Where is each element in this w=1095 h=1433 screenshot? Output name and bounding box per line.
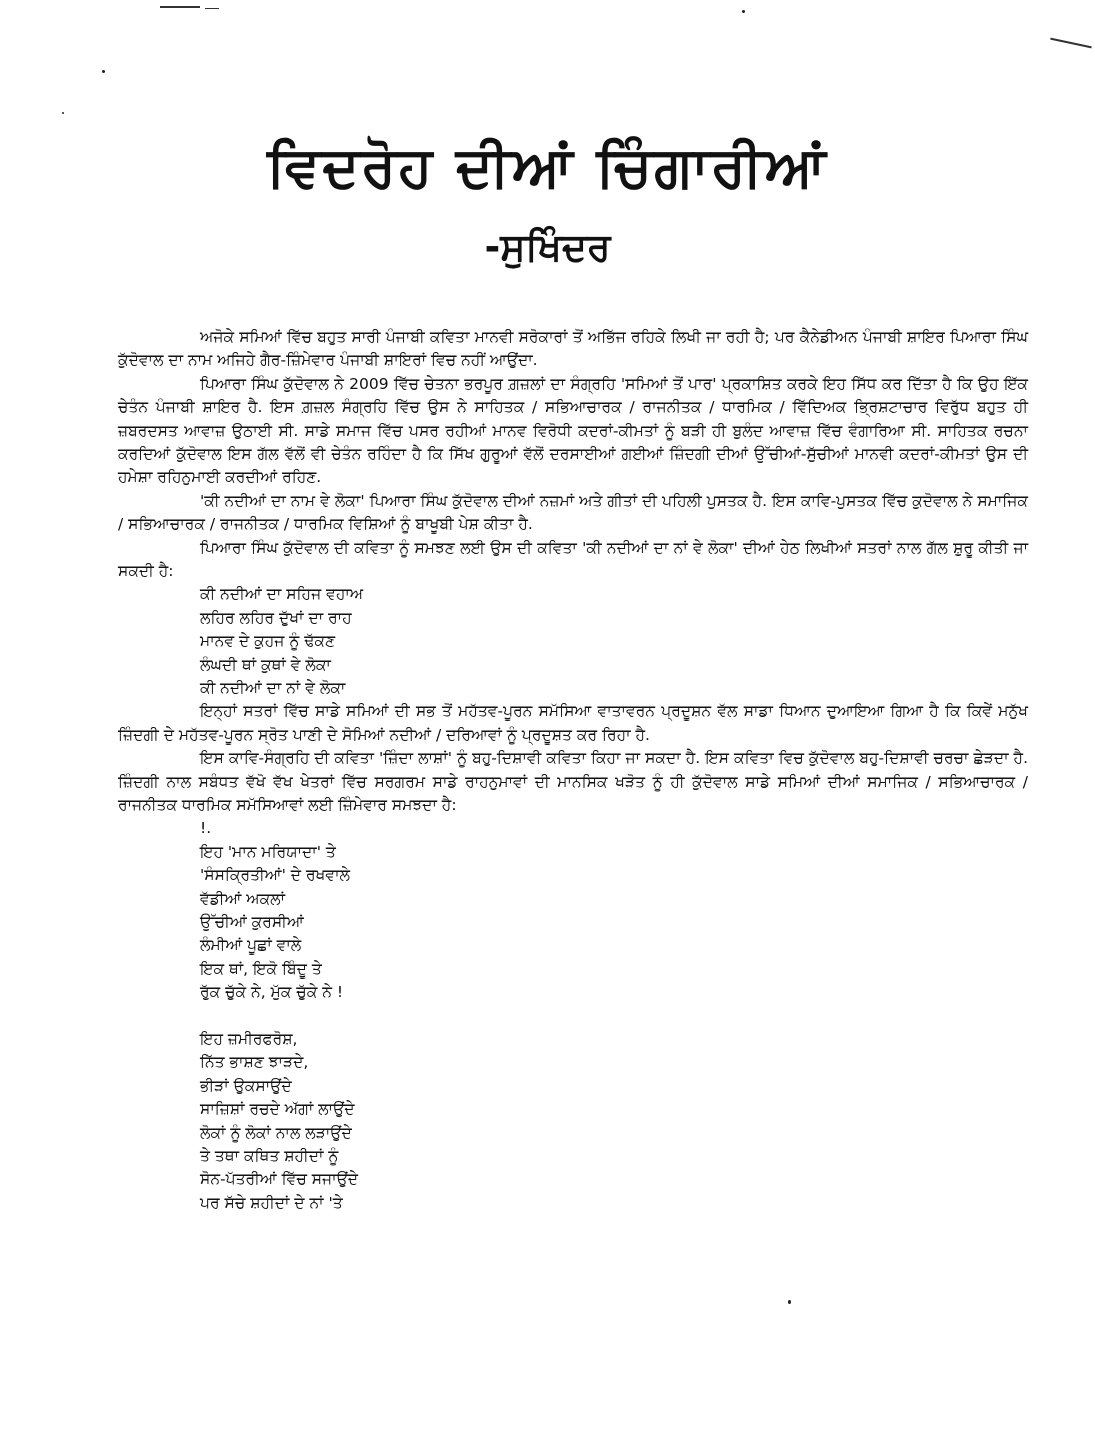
verse-line: ਰੁੱਕ ਚੁੱਕੇ ਨੇ, ਮੁੱਕ ਚੁੱਕੇ ਨੇ ! bbox=[200, 983, 344, 1002]
verse-block bbox=[118, 817, 1028, 1215]
verse-marker: !. bbox=[200, 819, 212, 838]
scan-mark bbox=[1050, 38, 1091, 49]
scan-mark bbox=[160, 6, 200, 8]
verse-line: ਲੰਘਦੀ ਥਾਂ ਕੁਥਾਂ ਵੇ ਲੋਕਾ bbox=[200, 655, 331, 674]
verse-line: 'ਸੰਸਕ੍ਰਿਤੀਆਂ' ਦੇ ਰਖਵਾਲੇ bbox=[200, 866, 351, 885]
scan-speck bbox=[62, 112, 64, 114]
verse-line: ਤੇ ਤਥਾ ਕਥਿਤ ਸ਼ਹੀਦਾਂ ਨੂੰ bbox=[200, 1146, 339, 1165]
verse-line: ਉੱਚੀਆਂ ਕੁਰਸੀਆਂ bbox=[200, 913, 304, 932]
page-title: ਵਿਦਰੋਹ ਦੀਆਂ ਚਿੰਗਾਰੀਆਂ bbox=[267, 135, 828, 200]
verse-line: ਸੋਨ-ਪੱਤਰੀਆਂ ਵਿੱਚ ਸਜਾਉਂਦੇ bbox=[200, 1170, 359, 1189]
verse-line: ਲੋਕਾਂ ਨੂੰ ਲੋਕਾਂ ਨਾਲ ਲੜਾਉਂਦੇ bbox=[200, 1123, 352, 1142]
paragraph: ਪਿਆਰਾ ਸਿੰਘ ਕੁੱਦੋਵਾਲ ਨੇ 2009 ਵਿੱਚ ਚੇਤਨਾ ਭਰਪੂਰ ਗ਼ਜ਼ਲਾਂ ਦਾ ਸੰਗ੍ਰਹਿ 'ਸਮਿਆਂ ਤੋਂ ਪਾਰ' ਪ੍ਰਕਾਸ਼ਿਤ ਕਰਕੇ ਇਹ ਸਿੱਧ ਕਰ ਦਿੱਤਾ ਹੈ ਕਿ ਉਹ ਇੱਕ ਚੇਤੰਨ ਪੰਜਾਬੀ ਸ਼ਾਇਰ ਹੈ. ਇਸ ਗ਼ਜ਼ਲ ਸੰਗ੍ਰਹਿ ਵਿੱਚ ਉਸ ਨੇ ਸਾਹਿਤਕ / ਸਭਿਆਚਾਰਕ / ਰਾਜਨੀਤਕ / ਧਾਰਮਿਕ / ਵਿੱਦਿਅਕ ਭ੍ਰਿਸ਼ਟਾਚਾਰ ਵਿਰੁੱਧ ਬਹੁਤ ਹੀ ਜ਼ਬਰਦਸਤ ਆਵਾਜ਼ ਉਠਾਈ ਸੀ. ਸਾਡੇ ਸਮਾਜ ਵਿੱਚ ਪਸਰ ਰਹੀਆਂ ਮਾਨਵ ਵਿਰੋਧੀ ਕਦਰਾਂ-ਕੀਮਤਾਂ ਨੂੰ ਬੜੀ ਹੀ ਬੁਲੰਦ ਆਵਾਜ਼ ਵਿੱਚ ਵੰਗਾਰਿਆ ਸੀ. ਸਾਹਿਤਕ ਰਚਨਾ ਕਰਦਿਆਂ ਕੁੱਦੋਵਾਲ ਇਸ ਗੱਲ ਵੱਲੋਂ ਵੀ ਚੇਤੰਨ ਰਹਿੰਦਾ ਹੈ ਕਿ ਸਿੱਖ ਗੁਰੂਆਂ ਵੱਲੋਂ ਦਰਸਾਈਆਂ ਗਈਆਂ ਜ਼ਿੰਦਗੀ ਦੀਆਂ ਉੱਚੀਆਂ-ਸੁੱਚੀਆਂ ਮਾਨਵੀ ਕਦਰਾਂ-ਕੀਮਤਾਂ ਉਸ ਦੀ ਹਮੇਸ਼ਾ ਰਹਿਨੁਮਾਈ ਕਰਦੀਆਂ ਰਹਿਣ. bbox=[118, 374, 1028, 487]
verse-line: ਨਿੱਤ ਭਾਸ਼ਣ ਝਾੜਦੇ, bbox=[200, 1053, 309, 1072]
author-name: -ਸੁਖਿੰਦਰ bbox=[484, 225, 611, 269]
verse-line: ਇਕ ਥਾਂ, ਇਕੋ ਬਿੰਦੂ ਤੇ bbox=[200, 959, 322, 978]
verse-line: ਸਾਜ਼ਿਸ਼ਾਂ ਰਚਦੇ ਅੱਗਾਂ ਲਾਉਂਦੇ bbox=[200, 1100, 355, 1119]
verse-line: ਵੱਡੀਆਂ ਅਕਲਾਂ bbox=[200, 889, 286, 908]
paragraph: ਇਸ ਕਾਵਿ-ਸੰਗ੍ਰਹਿ ਦੀ ਕਵਿਤਾ 'ਜ਼ਿੰਦਾ ਲਾਸ਼ਾਂ' ਨੂੰ ਬਹੁ-ਦਿਸ਼ਾਵੀ ਕਵਿਤਾ ਕਿਹਾ ਜਾ ਸਕਦਾ ਹੈ. ਇਸ ਕਵਿਤਾ ਵਿਚ ਕੁੱਦੋਵਾਲ ਬਹੁ-ਦਿਸ਼ਾਵੀ ਚਰਚਾ ਛੇੜਦਾ ਹੈ. ਜ਼ਿੰਦਗੀ ਨਾਲ ਸਬੰਧਤ ਵੱਖੋ ਵੱਖ ਖੇਤਰਾਂ ਵਿੱਚ ਸਰਗਰਮ ਸਾਡੇ ਰਾਹਨੁਮਾਵਾਂ ਦੀ ਮਾਨਸਿਕ ਖੜੋਤ ਨੂੰ ਹੀ ਕੁੱਦੋਵਾਲ ਸਾਡੇ ਸਮਿਆਂ ਦੀਆਂ ਸਮਾਜਿਕ / ਸਭਿਆਚਾਰਕ / ਰਾਜਨੀਤਕ ਧਾਰਮਿਕ ਸਮੱਸਿਆਵਾਂ ਲਈ ਜ਼ਿੰਮੇਵਾਰ ਸਮਝਦਾ ਹੈ: bbox=[118, 749, 1028, 815]
verse-line: ਇਹ 'ਮਾਨ ਮਰਿਯਾਦਾ' ਤੇ bbox=[200, 842, 336, 861]
scan-speck bbox=[788, 1300, 791, 1304]
paragraph: ਪਿਆਰਾ ਸਿੰਘ ਕੁੱਦੋਵਾਲ ਦੀ ਕਵਿਤਾ ਨੂੰ ਸਮਝਣ ਲਈ ਉਸ ਦੀ ਕਵਿਤਾ 'ਕੀ ਨਦੀਆਂ ਦਾ ਨਾਂ ਵੇ ਲੋਕਾ' ਦੀਆਂ ਹੇਠ ਲਿਖੀਆਂ ਸਤਰਾਂ ਨਾਲ ਗੱਲ ਸ਼ੁਰੂ ਕੀਤੀ ਜਾ ਸਕਦੀ ਹੈ: bbox=[118, 538, 1028, 581]
verse-line: ਪਰ ਸੱਚੇ ਸ਼ਹੀਦਾਂ ਦੇ ਨਾਂ 'ਤੇ bbox=[200, 1193, 343, 1212]
scan-speck bbox=[742, 10, 745, 13]
verse-line: ਇਹ ਜ਼ਮੀਰਫਰੋਸ਼, bbox=[200, 1029, 298, 1048]
verse-line: ਕੀ ਨਦੀਆਂ ਦਾ ਸਹਿਜ ਵਹਾਅ bbox=[200, 585, 364, 604]
scan-mark bbox=[205, 8, 219, 9]
verse-line: ਲੰਮੀਆਂ ਪੂਛਾਂ ਵਾਲੇ bbox=[200, 936, 302, 955]
stanza-gap bbox=[200, 1005, 1028, 1028]
verse-line: ਕੀ ਨਦੀਆਂ ਦਾ ਨਾਂ ਵੇ ਲੋਕਾ bbox=[200, 679, 346, 698]
verse-line: ਲਹਿਰ ਲਹਿਰ ਦੁੱਖਾਂ ਦਾ ਰਾਹ bbox=[200, 608, 352, 627]
paragraph: ਅਜੋਕੇ ਸਮਿਆਂ ਵਿੱਚ ਬਹੁਤ ਸਾਰੀ ਪੰਜਾਬੀ ਕਵਿਤਾ ਮਾਨਵੀ ਸਰੋਕਾਰਾਂ ਤੋਂ ਅਭਿੱਜ ਰਹਿਕੇ ਲਿਖੀ ਜਾ ਰਹੀ ਹੈ; ਪਰ ਕੈਨੇਡੀਅਨ ਪੰਜਾਬੀ ਸ਼ਾਇਰ ਪਿਆਰਾ ਸਿੰਘ ਕੁੱਦੋਵਾਲ ਦਾ ਨਾਮ ਅਜਿਹੇ ਗੈਰ-ਜ਼ਿੰਮੇਵਾਰ ਪੰਜਾਬੀ ਸ਼ਾਇਰਾਂ ਵਿਚ ਨਹੀਂ ਆਉਂਦਾ. bbox=[118, 328, 1028, 370]
verse-line: ਭੀੜਾਂ ਉਕਸਾਉਂਦੇ bbox=[200, 1076, 292, 1095]
paragraph: ਇਨ੍ਹਾਂ ਸਤਰਾਂ ਵਿੱਚ ਸਾਡੇ ਸਮਿਆਂ ਦੀ ਸਭ ਤੋਂ ਮਹੱਤਵ-ਪੂਰਨ ਸਮੱਸਿਆ ਵਾਤਾਵਰਨ ਪ੍ਰਦੂਸ਼ਨ ਵੱਲ ਸਾਡਾ ਧਿਆਨ ਦੁਆਇਆ ਗਿਆ ਹੈ ਕਿ ਕਿਵੇਂ ਮਨੁੱਖ ਜ਼ਿੰਦਗੀ ਦੇ ਮਹੱਤਵ-ਪੂਰਨ ਸ੍ਰੋਤ ਪਾਣੀ ਦੇ ਸੋਮਿਆਂ ਨਦੀਆਂ / ਦਰਿਆਵਾਂ ਨੂੰ ਪ੍ਰਦੂਸ਼ਤ ਕਰ ਰਿਹਾ ਹੈ. bbox=[118, 702, 1028, 744]
paragraph: 'ਕੀ ਨਦੀਆਂ ਦਾ ਨਾਮ ਵੇ ਲੋਕਾ' ਪਿਆਰਾ ਸਿੰਘ ਕੁੱਦੋਵਾਲ ਦੀਆਂ ਨਜ਼ਮਾਂ ਅਤੇ ਗੀਤਾਂ ਦੀ ਪਹਿਲੀ ਪੁਸਤਕ ਹੈ. ਇਸ ਕਾਵਿ-ਪੁਸਤਕ ਵਿੱਚ ਕੁਦੋਵਾਲ ਨੇ ਸਮਾਜਿਕ / ਸਭਿਆਚਾਰਕ / ਰਾਜਨੀਤਕ / ਧਾਰਮਿਕ ਵਿਸ਼ਿਆਂ ਨੂੰ ਬਾਖੂਬੀ ਪੇਸ਼ ਕੀਤਾ ਹੈ. bbox=[118, 491, 1028, 534]
article-body bbox=[118, 326, 1028, 1215]
verse-line: ਮਾਨਵ ਦੇ ਕੁਹਜ ਨੂੰ ਢੱਕਣ bbox=[200, 632, 336, 651]
verse-block bbox=[118, 583, 1028, 700]
scan-speck bbox=[102, 70, 105, 73]
